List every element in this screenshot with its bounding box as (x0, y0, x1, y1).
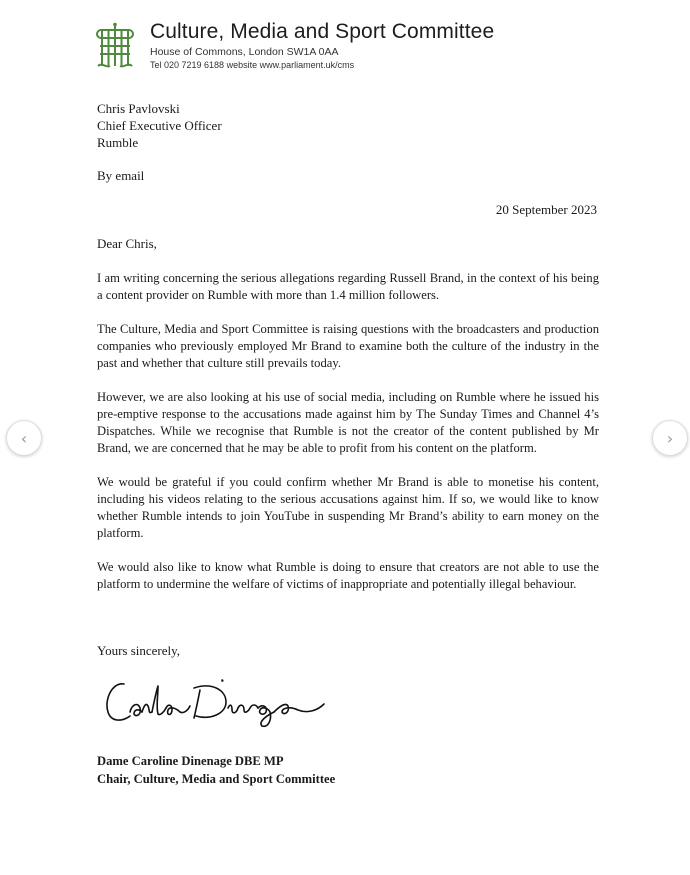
handwritten-signature (102, 672, 342, 732)
salutation: Dear Chris, (97, 236, 157, 251)
signer-role: Chair, Culture, Media and Sport Committee (97, 772, 336, 786)
letter-body (97, 270, 599, 610)
body-paragraph: The Culture, Media and Sport Committee is raising questions with the broadcasters and production companies who previously employed Mr Brand to examine both the culture of the industry in the past and whether that culture still prevails today. (97, 322, 599, 370)
signer-name: Dame Caroline Dinenage DBE MP (97, 754, 284, 768)
delivery-method: By email (97, 168, 145, 183)
portcullis-icon (96, 22, 134, 68)
letter-date: 20 September 2023 (495, 202, 597, 217)
body-paragraph: However, we are also looking at his use of social media, including on Rumble where he issued his pre-emptive response to the accusations made against him by The Sunday Times and Channel 4’s Dispatches. While we recognise that Rumble is not the creator of the content published by Mr Brand, we are concerned that he may be able to profit from his content on the platform. (97, 390, 599, 455)
body-paragraph: We would also like to know what Rumble is doing to ensure that creators are not able to use the platform to undermine the welfare of victims of inappropriate and potentially illegal behaviour. (97, 560, 599, 591)
letterhead (96, 18, 616, 78)
committee-contact: Tel 020 7219 6188 website www.parliament.uk/cms (150, 60, 355, 70)
next-page-button[interactable] (652, 420, 688, 456)
recipient-block (97, 100, 222, 151)
chevron-right-icon: › (666, 428, 674, 448)
signer-block (97, 752, 335, 788)
body-paragraph: I am writing concerning the serious allegations regarding Russell Brand, in the context of his being a content provider on Rumble with more than 1.4 million followers. (97, 271, 599, 302)
body-paragraph: We would be grateful if you could confirm whether Mr Brand is able to monetise his content, including his videos relating to the serious accusations against him. If so, we would like to know whether Rumble intends to join YouTube in suspending Mr Brand’s ability to earn money on the platform. (97, 475, 599, 540)
sign-off: Yours sincerely, (97, 643, 181, 658)
chevron-left-icon: ‹ (20, 428, 28, 448)
previous-page-button[interactable] (6, 420, 42, 456)
committee-name: Culture, Media and Sport Committee (150, 20, 495, 43)
committee-address: House of Commons, London SW1A 0AA (150, 46, 339, 58)
recipient-name: Chris Pavlovski (97, 101, 180, 116)
recipient-company: Rumble (97, 135, 139, 150)
recipient-title: Chief Executive Officer (97, 118, 222, 133)
